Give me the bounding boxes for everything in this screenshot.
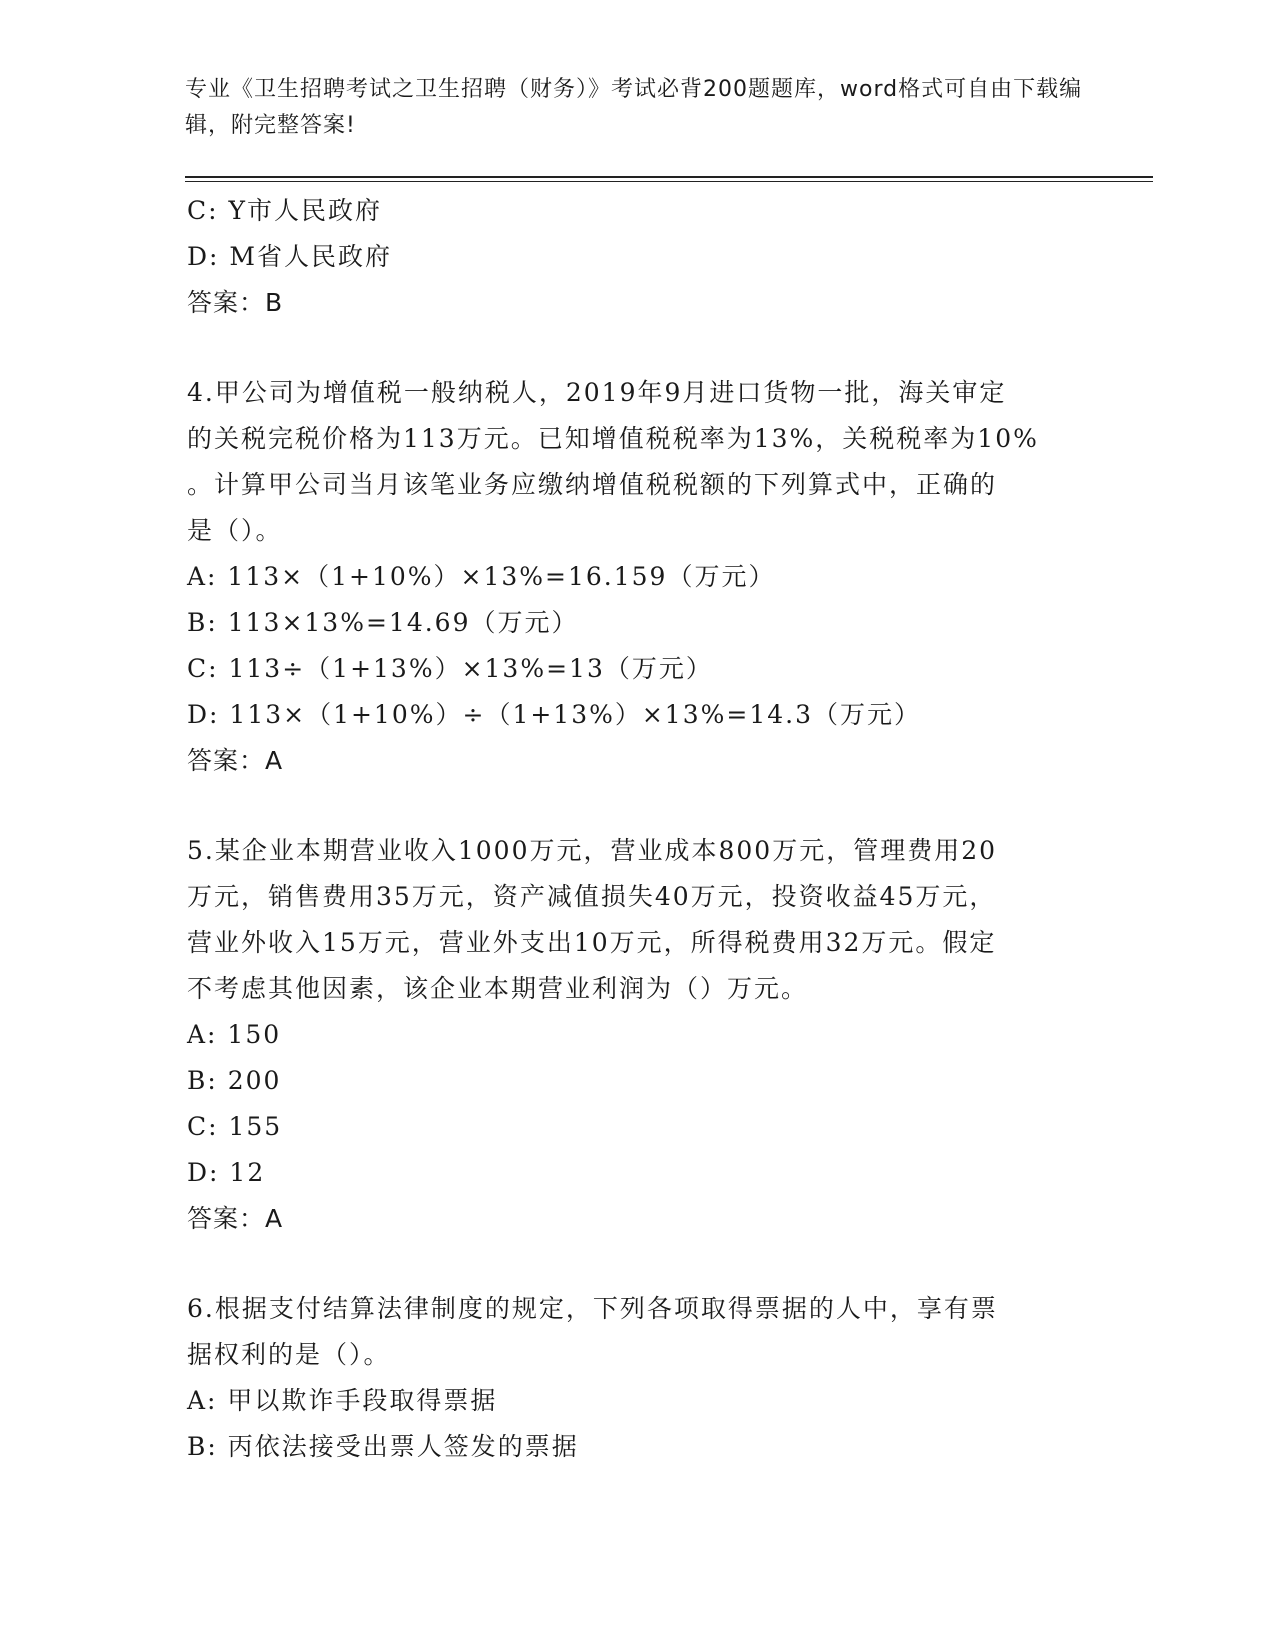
option-a: A: 113×（1+10%）×13%=16.159（万元） <box>187 562 776 591</box>
option-c: C: 155 <box>187 1112 283 1141</box>
answer-line: 答案：A <box>187 1204 284 1233</box>
option-a: A: 甲以欺诈手段取得票据 <box>187 1386 498 1415</box>
question-stem-line: 5.某企业本期营业收入1000万元，营业成本800万元，管理费用20 <box>187 836 998 865</box>
option-d: D: M省人民政府 <box>187 242 393 271</box>
option-b: B: 113×13%=14.69（万元） <box>187 608 579 637</box>
question-stem-line: 4.甲公司为增值税一般纳税人，2019年9月进口货物一批，海关审定 <box>187 378 1007 407</box>
question-5 <box>187 828 1087 1242</box>
option-c: C: 113÷（1+13%）×13%=13（万元） <box>187 654 713 683</box>
option-d: D: 12 <box>187 1158 266 1187</box>
question-stem-line: 营业外收入15万元，营业外支出10万元，所得税费用32万元。假定 <box>187 928 997 957</box>
answer-line: 答案：A <box>187 746 284 775</box>
header-divider <box>185 176 1153 182</box>
question-stem-line: 不考虑其他因素，该企业本期营业利润为（）万元。 <box>187 974 809 1003</box>
question-content <box>187 188 1087 1470</box>
option-a: A: 150 <box>187 1020 282 1049</box>
page-header <box>185 72 1085 144</box>
question-stem-line: 万元，销售费用35万元，资产减值损失40万元，投资收益45万元， <box>187 882 997 911</box>
option-c: C: Y市人民政府 <box>187 196 383 225</box>
question-stem-line: 6.根据支付结算法律制度的规定，下列各项取得票据的人中，享有票 <box>187 1294 998 1323</box>
question-stem-line: 的关税完税价格为113万元。已知增值税税率为13%，关税税率为10% <box>187 424 1039 453</box>
question-stem-line: 。计算甲公司当月该笔业务应缴纳增值税税额的下列算式中，正确的 <box>187 470 998 499</box>
question-3-tail <box>187 188 1087 326</box>
document-title: 专业《卫生招聘考试之卫生招聘（财务）》考试必背200题题库，word格式可自由下载编辑，附完整答案! <box>185 77 1083 138</box>
option-b: B: 200 <box>187 1066 282 1095</box>
option-b: B: 丙依法接受出票人签发的票据 <box>187 1432 579 1461</box>
question-stem-line: 据权利的是（）。 <box>187 1340 391 1369</box>
question-6 <box>187 1286 1087 1470</box>
question-4 <box>187 370 1087 784</box>
option-d: D: 113×（1+10%）÷（1+13%）×13%=14.3（万元） <box>187 700 921 729</box>
answer-line: 答案：B <box>187 288 284 317</box>
question-stem-line: 是（）。 <box>187 516 283 545</box>
